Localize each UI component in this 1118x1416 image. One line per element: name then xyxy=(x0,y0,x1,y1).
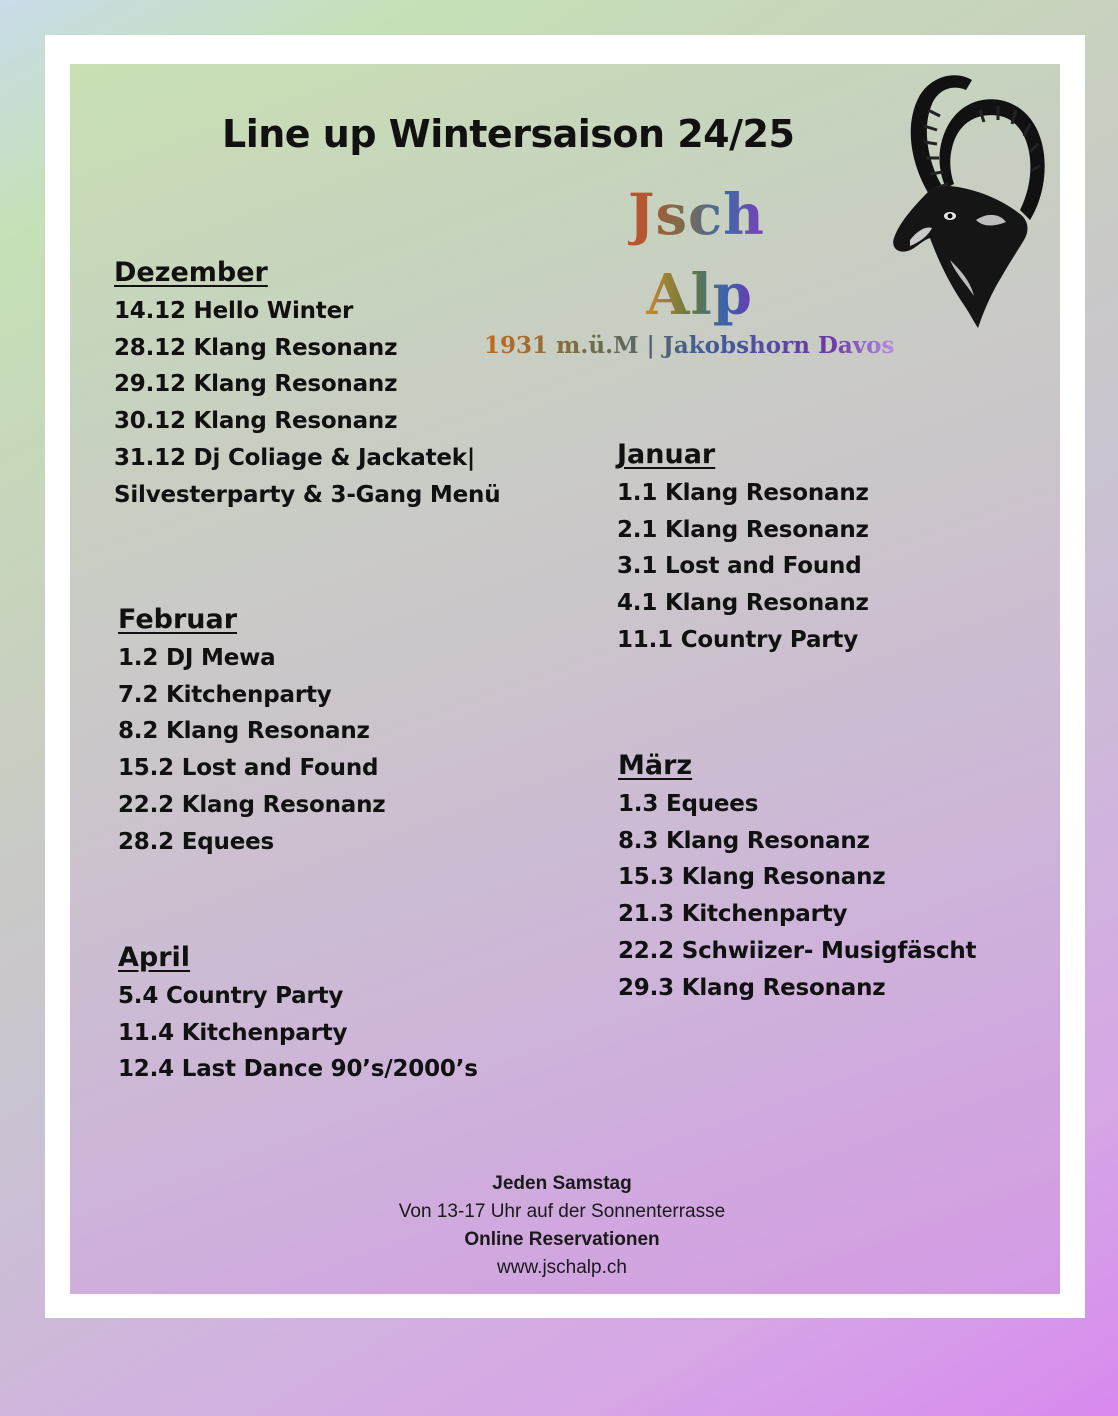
event-item: 31.12 Dj Coliage & Jackatek| xyxy=(114,444,476,471)
event-item: 2.1 Klang Resonanz xyxy=(617,516,869,543)
section-januar xyxy=(617,438,869,659)
logo-text-jsch: Jsch xyxy=(628,182,765,248)
event-item: 15.3 Klang Resonanz xyxy=(618,864,886,891)
logo-text-alp: Alp xyxy=(646,262,753,328)
event-item: 28.12 Klang Resonanz xyxy=(114,334,398,361)
section-maerz xyxy=(618,749,976,1006)
event-item: 22.2 Schwiizer- Musigfäscht xyxy=(618,937,977,964)
section-heading: April xyxy=(118,942,191,973)
section-dezember xyxy=(114,256,500,513)
event-item: 30.12 Klang Resonanz xyxy=(114,408,398,435)
event-item: 3.1 Lost and Found xyxy=(617,553,862,580)
event-item: 29.12 Klang Resonanz xyxy=(114,371,398,398)
footer-schedule-time: Von 13-17 Uhr auf der Sonnenterrasse xyxy=(398,1201,726,1222)
footer-website-link[interactable]: www.jschalp.ch xyxy=(497,1257,627,1278)
event-item: 12.4 Last Dance 90’s/2000’s xyxy=(118,1056,478,1083)
event-item: 4.1 Klang Resonanz xyxy=(617,590,869,617)
event-item: 11.4 Kitchenparty xyxy=(118,1019,348,1046)
event-item: 1.1 Klang Resonanz xyxy=(617,480,869,506)
event-item: 8.2 Klang Resonanz xyxy=(118,718,370,745)
footer-info xyxy=(362,1170,762,1282)
event-item: 1.2 DJ Mewa xyxy=(118,645,276,671)
section-februar xyxy=(118,603,385,860)
event-item: Silvesterparty & 3-Gang Menü xyxy=(114,481,501,508)
event-item: 14.12 Hello Winter xyxy=(114,298,354,324)
event-item: 29.3 Klang Resonanz xyxy=(618,974,886,1001)
section-heading: Dezember xyxy=(114,257,268,288)
event-item: 28.2 Equees xyxy=(118,828,274,855)
event-item: 8.3 Klang Resonanz xyxy=(618,827,870,854)
section-heading: Januar xyxy=(617,439,716,470)
logo-subtitle: 1931 m.ü.M | Jakobshorn Davos xyxy=(484,332,895,359)
footer-reservations: Online Reservationen xyxy=(464,1229,660,1250)
event-item: 21.3 Kitchenparty xyxy=(618,901,848,928)
section-heading: Februar xyxy=(118,604,238,635)
event-item: 7.2 Kitchenparty xyxy=(118,681,332,708)
event-item: 1.3 Equees xyxy=(618,791,759,817)
ibex-head-icon xyxy=(880,70,1052,332)
event-item: 5.4 Country Party xyxy=(118,983,344,1009)
poster-title: Line up Wintersaison 24/25 xyxy=(222,112,795,156)
section-heading: März xyxy=(618,750,693,781)
event-item: 11.1 Country Party xyxy=(617,626,859,653)
section-april xyxy=(118,941,478,1088)
footer-schedule-day: Jeden Samstag xyxy=(492,1173,632,1194)
event-item: 15.2 Lost and Found xyxy=(118,755,379,782)
event-item: 22.2 Klang Resonanz xyxy=(118,791,386,818)
